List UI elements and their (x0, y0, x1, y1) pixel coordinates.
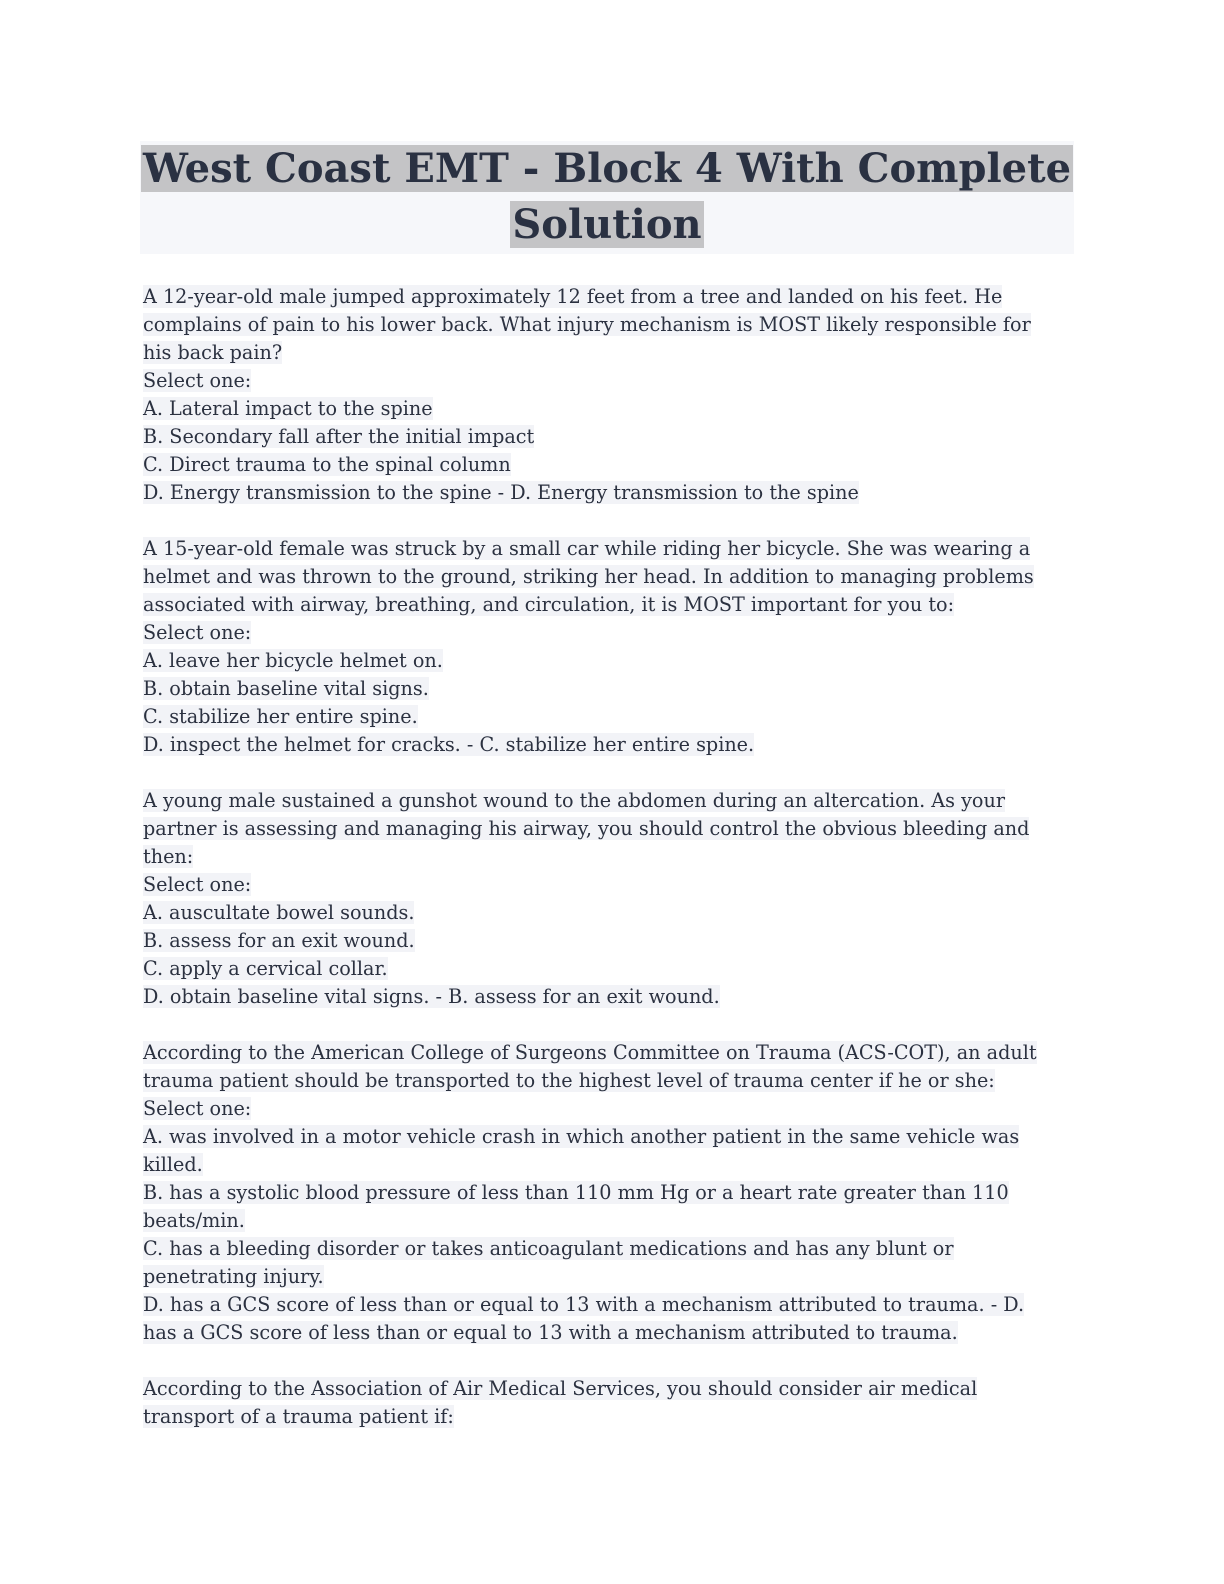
answer-option: A. leave her bicycle helmet on. (143, 649, 443, 672)
answer-option: B. Secondary fall after the initial impact (143, 425, 535, 448)
title-line-1: West Coast EMT - Block 4 With Complete (142, 145, 1072, 192)
select-one-label: Select one: (143, 621, 252, 644)
answer-option: penetrating injury. (143, 1265, 324, 1288)
document-title (140, 141, 1074, 254)
answer-option: C. stabilize her entire spine. (143, 705, 418, 728)
question-text-line: trauma patient should be transported to the highest level of trauma center if he or she: (143, 1069, 995, 1092)
question-block (143, 1375, 1073, 1431)
answer-option-with-solution: D. has a GCS score of less than or equal to 13 with a mechanism attributed to trauma. - D. (143, 1293, 1025, 1316)
answer-option: killed. (143, 1153, 203, 1176)
question-text-line: then: (143, 845, 194, 868)
question-text-line: transport of a trauma patient if: (143, 1405, 454, 1428)
answer-option: C. has a bleeding disorder or takes anticoagulant medications and has any blunt or (143, 1237, 954, 1260)
question-text-line: A young male sustained a gunshot wound to the abdomen during an altercation. As your (143, 789, 1005, 812)
title-line-2: Solution (512, 201, 702, 248)
select-one-label: Select one: (143, 1097, 252, 1120)
select-one-label: Select one: (143, 873, 252, 896)
answer-option-with-solution: has a GCS score of less than or equal to 13 with a mechanism attributed to trauma. (143, 1321, 958, 1344)
answer-option: B. obtain baseline vital signs. (143, 677, 429, 700)
answer-option: A. auscultate bowel sounds. (143, 901, 415, 924)
answer-option: beats/min. (143, 1209, 245, 1232)
answer-option-with-solution: D. obtain baseline vital signs. - B. assess for an exit wound. (143, 985, 720, 1008)
answer-option: C. Direct trauma to the spinal column (143, 453, 511, 476)
answer-option: B. assess for an exit wound. (143, 929, 415, 952)
question-block (143, 283, 1073, 507)
answer-option: A. was involved in a motor vehicle crash in which another patient in the same vehicle was (143, 1125, 1020, 1148)
answer-option: C. apply a cervical collar. (143, 957, 388, 980)
answer-option-with-solution: D. Energy transmission to the spine - D. Energy transmission to the spine (143, 481, 859, 504)
question-block (143, 535, 1073, 759)
answer-option-with-solution: D. inspect the helmet for cracks. - C. stabilize her entire spine. (143, 733, 755, 756)
question-list (143, 283, 1073, 1459)
question-text-line: helmet and was thrown to the ground, striking her head. In addition to managing problems (143, 565, 1034, 588)
question-text-line: associated with airway, breathing, and circulation, it is MOST important for you to: (143, 593, 955, 616)
question-block (143, 787, 1073, 1011)
question-text-line: partner is assessing and managing his airway, you should control the obvious bleeding and (143, 817, 1030, 840)
answer-option: A. Lateral impact to the spine (143, 397, 433, 420)
question-text-line: complains of pain to his lower back. What injury mechanism is MOST likely responsible for (143, 313, 1031, 336)
question-text-line: According to the American College of Surgeons Committee on Trauma (ACS-COT), an adult (143, 1041, 1037, 1064)
question-text-line: A 15-year-old female was struck by a small car while riding her bicycle. She was wearing a (143, 537, 1031, 560)
question-text-line: his back pain? (143, 341, 283, 364)
question-text-line: According to the Association of Air Medical Services, you should consider air medical (143, 1377, 978, 1400)
question-text-line: A 12-year-old male jumped approximately 12 feet from a tree and landed on his feet. He (143, 285, 1003, 308)
question-block (143, 1039, 1073, 1347)
select-one-label: Select one: (143, 369, 252, 392)
answer-option: B. has a systolic blood pressure of less than 110 mm Hg or a heart rate greater than 110 (143, 1181, 1009, 1204)
